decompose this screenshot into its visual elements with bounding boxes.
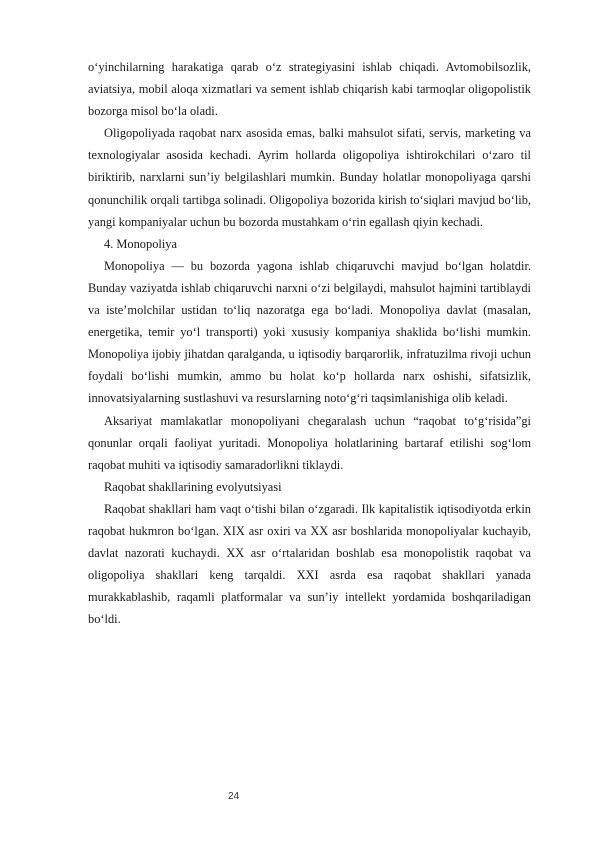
paragraph-oligopoly: Oligopoliyada raqobat narx asosida emas, balki mahsulot sifati, servis, marketing va texnologiyalar asosida kechadi. Ayrim hollarda oligopoliya ishtirokchilari o‘zaro til biriktirib, narxlarni sun’iy belgilashlari mumkin. Bunday holatlar monopoliyaga qarshi qonunchilik orqali tartibga solinadi. Oligopoliya bozorida kirish to‘siqlari mavjud bo‘lib, yangi kompaniyalar uchun bu bozorda mustahkam o‘rin egallash qiyin kechadi. <box>88 126 531 229</box>
section-heading-evolution: Raqobat shakllarining evolyutsiyasi <box>104 479 282 494</box>
paragraph-competition-law: Aksariyat mamlakatlar monopoliyani chegaralash uchun “raqobat to‘g‘risida”gi qonunlar orqali faoliyat yuritadi. Monopoliya holatlarining bartaraf etilishi sog‘lom raqobat muhiti va iqtisodiy samaradorlikni tiklaydi. <box>88 413 531 472</box>
document-page <box>88 56 531 630</box>
paragraph-monopoly-definition: Monopoliya — bu bozorda yagona ishlab chiqaruvchi mavjud bo‘lgan holatdir. Bunday vaziyatda ishlab chiqaruvchi narxni o‘zi belgilaydi, mahsulot hajmini tartiblaydi va iste’molchilar ustidan to‘liq nazoratga ega bo‘ladi. Monopoliya davlat (masalan, energetika, temir yo‘l transporti) yoki xususiy kompaniya shaklida bo‘lishi mumkin. Monopoliya ijobiy jihatdan qaralganda, u iqtisodiy barqarorlik, infratuzilma rivoji uchun foydali bo‘lishi mumkin, ammo bu holat ko‘p hollarda narx oshishi, sifatsizlik, innovatsiyalarning sustlashuvi va resurslarning noto‘g‘ri taqsimlanishiga olib keladi. <box>88 258 531 406</box>
paragraph-continuation: o‘yinchilarning harakatiga qarab o‘z strategiyasini ishlab chiqadi. Avtomobilsozlik, aviatsiya, mobil aloqa xizmatlari va sement ishlab chiqarish kabi tarmoqlar oligopolistik bozorga misol bo‘la oladi. <box>88 60 531 119</box>
page-number: 24 <box>228 791 240 802</box>
paragraph-evolution: Raqobat shakllari ham vaqt o‘tishi bilan o‘zgaradi. Ilk kapitalistik iqtisodiyotda erkin raqobat hukmron bo‘lgan. XIX asr oxiri va XX asr boshlarida monopoliyalar kuchayib, davlat nazorati kuchaydi. XX asr o‘rtalaridan boshlab esa monopolistik raqobat va oligopoliya shakllari keng tarqaldi. XXI asrda esa raqobat shakllari yanada murakkablashib, raqamli platformalar va sun’iy intellekt yordamida boshqariladigan bo‘ldi. <box>88 501 531 627</box>
section-heading-monopoly: 4. Monopoliya <box>104 236 177 251</box>
